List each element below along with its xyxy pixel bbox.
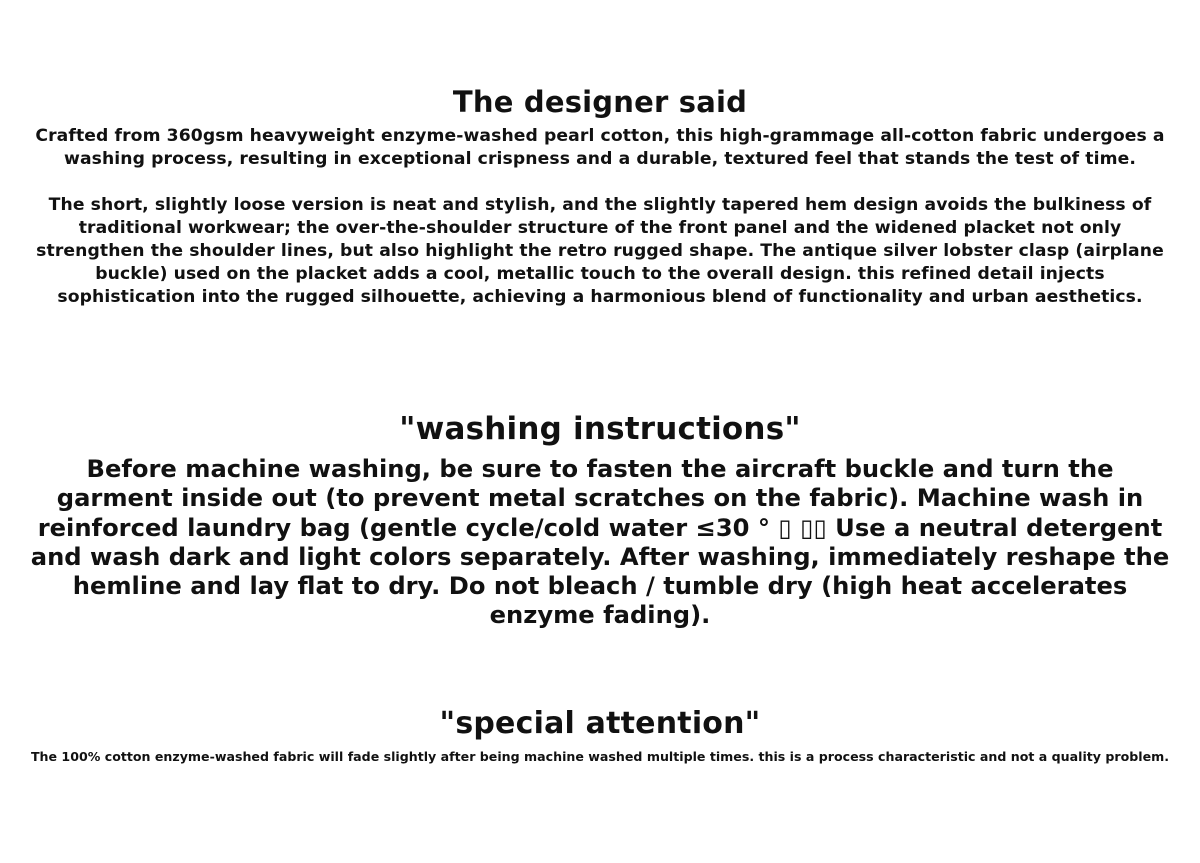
special-attention-title: "special attention" xyxy=(439,706,761,741)
designer-title: The designer said xyxy=(452,85,748,119)
designer-section xyxy=(0,83,1200,309)
washing-title: "washing instructions" xyxy=(399,411,801,447)
washing-instructions-text: Before machine washing, be sure to fasten the aircraft buckle and turn the garment inside out (to prevent metal scratches on the fabric). Machine wash in reinforced laundry bag (gentle cycle/cold water ≤30 ° ▯ ▯▯ Use a neutral detergent and wash dark and light colors separately. After washing, immediately reshape the hemline and lay flat to dry. Do not bleach / tumble dry (high heat accelerates enzyme fading). xyxy=(30,455,1170,630)
special-attention-text: The 100% cotton enzyme-washed fabric will fade slightly after being machine washed multiple times. this is a process characteristic and not a quality problem. xyxy=(30,749,1170,764)
washing-section xyxy=(0,408,1200,631)
designer-paragraph-design: The short, slightly loose version is neat and stylish, and the slightly tapered hem design avoids the bulkiness of traditional workwear; the over-the-shoulder structure of the front panel and the widened placket not only strengthen the shoulder lines, but also highlight the retro rugged shape. The antique silver lobster clasp (airplane buckle) used on the placket adds a cool, metallic touch to the overall design. this refined detail injects sophistication into the rugged silhouette, achieving a harmonious blend of functionality and urban aesthetics. xyxy=(36,195,1164,307)
special-section xyxy=(0,704,1200,766)
designer-paragraph-fabric: Crafted from 360gsm heavyweight enzyme-washed pearl cotton, this high-grammage all-cotton fabric undergoes a washing process, resulting in exceptional crispness and a durable, textured feel that stands the test of time. xyxy=(35,126,1165,169)
